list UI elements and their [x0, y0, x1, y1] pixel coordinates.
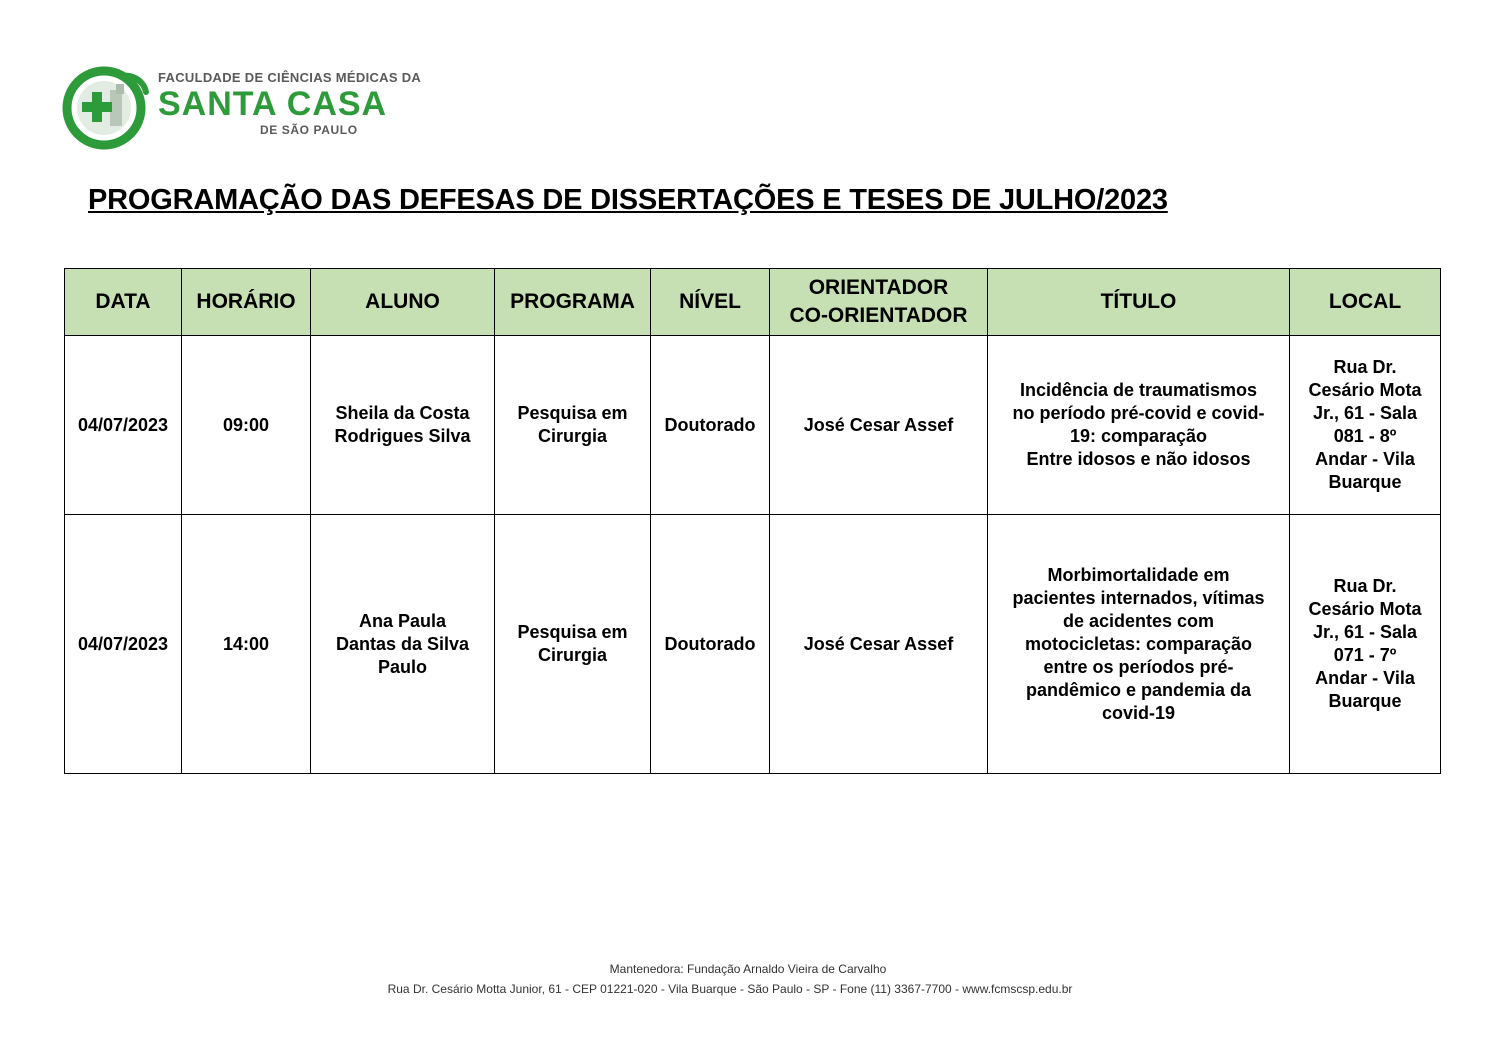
header-titulo: TÍTULO [988, 269, 1290, 336]
cell-orientador: José Cesar Assef [770, 336, 988, 515]
cell-programa: Pesquisa em Cirurgia [495, 336, 651, 515]
cell-horario: 14:00 [182, 515, 311, 774]
table-row [65, 515, 1441, 774]
cell-orientador: José Cesar Assef [770, 515, 988, 774]
footer-maintainer: Mantenedora: Fundação Arnaldo Vieira de Carvalho [609, 962, 887, 976]
header-data: DATA [65, 269, 182, 336]
header-programa: PROGRAMA [495, 269, 651, 336]
institution-logo [60, 66, 422, 150]
cell-local: Rua Dr. Cesário Mota Jr., 61 - Sala 071 - 7º Andar - Vila Buarque [1290, 515, 1441, 774]
header-aluno: ALUNO [311, 269, 495, 336]
cell-titulo: Morbimortalidade em pacientes internados, vítimas de acidentes com motocicletas: comparação entre os períodos pré- pandêmico e pandemia da covid-19 [988, 515, 1290, 774]
cell-nivel: Doutorado [651, 336, 770, 515]
defense-schedule-table [64, 268, 1441, 774]
footer-address: Rua Dr. Cesário Motta Junior, 61 - CEP 01221-020 - Vila Buarque - São Paulo - SP - Fone (11) 3367-7700 - www.fcmscsp.edu.br [387, 982, 1073, 996]
cell-data: 04/07/2023 [65, 515, 182, 774]
cell-programa: Pesquisa em Cirurgia [495, 515, 651, 774]
page-title: PROGRAMAÇÃO DAS DEFESAS DE DISSERTAÇÕES E TESES DE JULHO/2023 [88, 184, 1168, 216]
logo-city-line: DE SÃO PAULO [260, 123, 358, 137]
header-orientador-coorientador [770, 269, 988, 336]
table-row [65, 336, 1441, 515]
header-coorientador: CO-ORIENTADOR [789, 304, 968, 327]
logo-faculty-line: FACULDADE DE CIÊNCIAS MÉDICAS DA [158, 70, 422, 85]
header-local: LOCAL [1290, 269, 1441, 336]
cell-titulo: Incidência de traumatismos no período pré-covid e covid- 19: comparação Entre idosos e não idosos [988, 336, 1290, 515]
cell-nivel: Doutorado [651, 515, 770, 774]
header-nivel: NÍVEL [651, 269, 770, 336]
header-horario: HORÁRIO [182, 269, 311, 336]
logo-wordmark [158, 70, 421, 137]
cell-aluno: Ana Paula Dantas da Silva Paulo [311, 515, 495, 774]
header-orientador: ORIENTADOR [808, 276, 949, 299]
cell-data: 04/07/2023 [65, 336, 182, 515]
logo-santa-casa-line: SANTA CASA [158, 85, 388, 123]
santa-casa-emblem-icon [60, 66, 152, 150]
cell-local: Rua Dr. Cesário Mota Jr., 61 - Sala 081 - 8º Andar - Vila Buarque [1290, 336, 1441, 515]
cell-horario: 09:00 [182, 336, 311, 515]
table-header-row [65, 269, 1441, 336]
cell-aluno: Sheila da Costa Rodrigues Silva [311, 336, 495, 515]
